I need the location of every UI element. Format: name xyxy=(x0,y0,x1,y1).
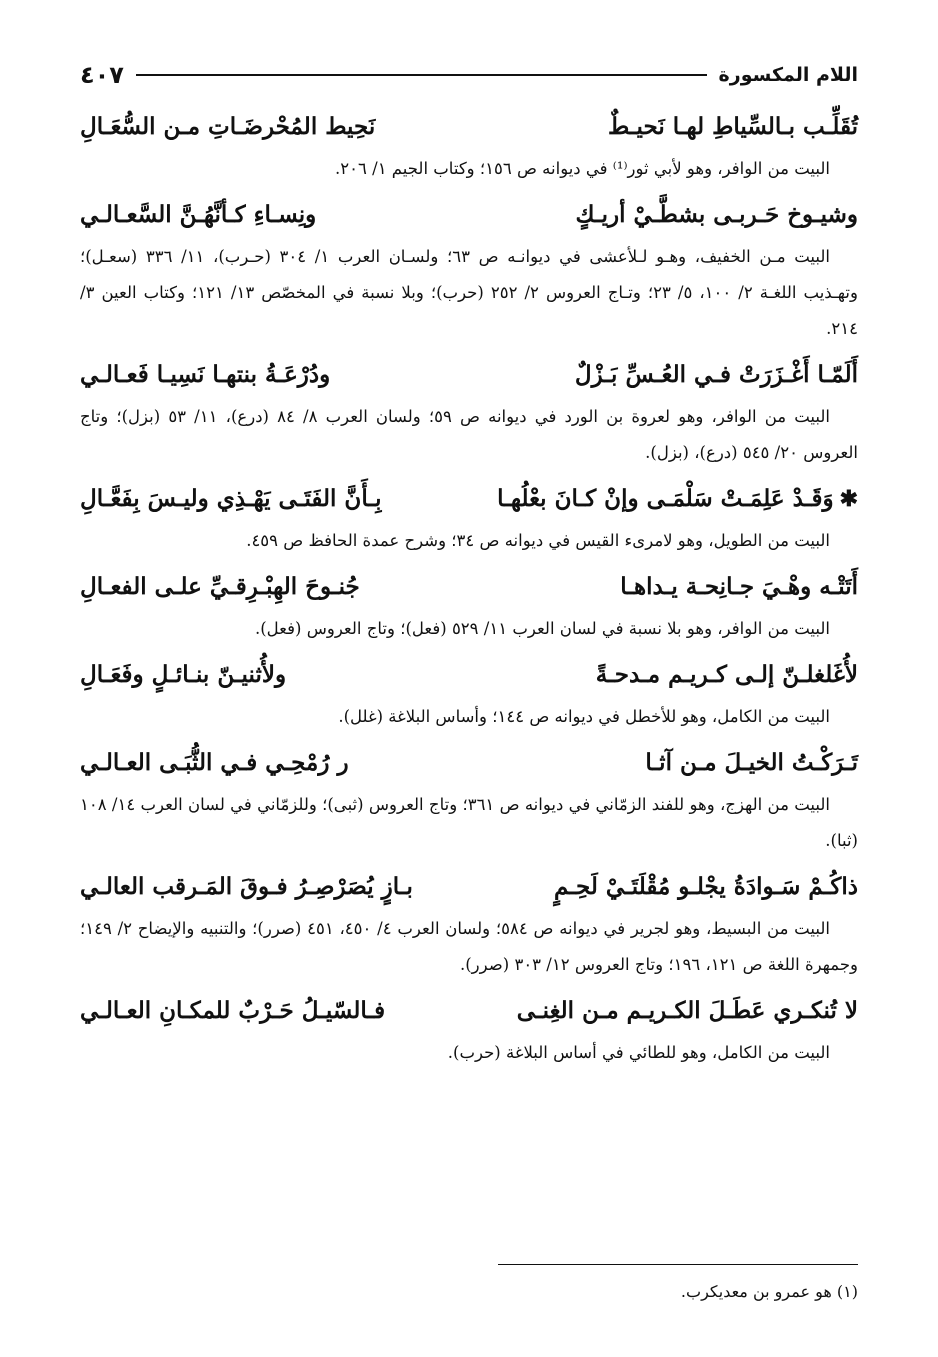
verse-first-hemistich: أَلَمّـا أَغْـزَرَتْ فـي العُـسِّ بَـزْلٌ xyxy=(574,361,858,388)
poem-entry xyxy=(80,739,858,859)
footnote: (١) هو عمرو بن معديكرب. xyxy=(680,1282,858,1301)
chapter-title: اللام المكسورة xyxy=(718,64,858,86)
page-number: ٤٠٧ xyxy=(80,61,124,89)
poem-entry xyxy=(80,351,858,471)
verse-second-hemistich: ر رُمْحِـي فـي الثُّبَـى العـالـي xyxy=(80,749,349,776)
verse-line xyxy=(80,739,858,787)
verse-line xyxy=(80,475,858,523)
verse-commentary: البيت من الكامل، وهو للطائي في أساس البلاغة (حرب). xyxy=(447,1043,830,1062)
verse-commentary: البيت مـن الخفيف، وهـو لـلأعشى في ديوانـه ص ٦٣؛ ولسـان العرب ١/ ٣٠٤ (حـرب)، ١١/ ٣٣٦ (سعـل)؛ وتهـذيب اللغـة ٢/ ١٠٠، ٥/ ٢٣؛ وتـاج العروس ٢/ ٢٥٢ (حرب)؛ وبلا نسبة في المخصّص ١٣/ ١٢١؛ وكتاب العين ٣/ ٢١٤. xyxy=(80,247,858,338)
verse-first-hemistich: لا تُنكـري عَطَـلَ الكـريـم مـن الغِنـى xyxy=(516,997,858,1024)
verse-commentary: البيت من الهزج، وهو للفند الزمّاني في ديوانه ص ٣٦١؛ وتاج العروس (ثبى)؛ وللزمّاني في لسان العرب ١٤/ ١٠٨ (ثبا). xyxy=(80,795,858,850)
verse-first-hemistich: وشيـوخ حَـربـى بشطَّـيْ أريـكٍ xyxy=(575,201,858,228)
header-rule xyxy=(136,74,707,76)
verse-second-hemistich: ونِسـاءِ كـأنَّهُـنَّ السَّعـالـي xyxy=(80,201,317,228)
verse-second-hemistich: نَحِيط المُحْرضَـاتِ مـن السُّعَـالِ xyxy=(80,113,376,140)
page-content xyxy=(80,103,858,1075)
poem-entry xyxy=(80,191,858,347)
poem-entry xyxy=(80,651,858,735)
verse-first-hemistich: أَتَتْـه وهْـيَ جـانِحـة يـداهـا xyxy=(620,573,858,600)
verse-commentary: البيت من الوافر، وهو بلا نسبة في لسان العرب ١١/ ٥٢٩ (فعل)؛ وتاج العروس (فعل). xyxy=(255,619,830,638)
verse-commentary: البيت من الوافر، وهو لأبي ثور⁽¹⁾ في ديوانه ص ١٥٦؛ وكتاب الجيم ١/ ٢٠٦. xyxy=(335,159,830,178)
verse-line xyxy=(80,863,858,911)
poem-entry xyxy=(80,475,858,559)
verse-line xyxy=(80,987,858,1035)
verse-second-hemistich: بِـأَنَّ الفَتَـى يَهْـذِي وليـسَ بِفَعَّـالِ xyxy=(80,485,382,512)
verse-second-hemistich: جُنـوحَ الهِبْـرِقـيِّ علـى الفعـالِ xyxy=(80,573,360,600)
verse-second-hemistich: بـازٍ يُصَرْصِـرُ فـوقَ المَـرقب العالـي xyxy=(80,873,413,900)
poem-entry xyxy=(80,563,858,647)
verse-second-hemistich: فـالسّيـلُ حَـرْبٌ للمكـانِ العـالـي xyxy=(80,997,386,1024)
verse-line xyxy=(80,651,858,699)
verse-first-hemistich: ذاكُـمْ سَـوادَةُ يجْلـو مُقْلَتَـيْ لَحِـمٍ xyxy=(553,873,858,900)
verse-line xyxy=(80,563,858,611)
verse-line xyxy=(80,191,858,239)
verse-first-hemistich: ✱ وَقَـدْ عَلِمَـتْ سَلْمَـى وإنْ كـانَ بعْلُهـا xyxy=(497,475,858,523)
verse-commentary: البيت من البسيط، وهو لجرير في ديوانه ص ٥٨٤؛ ولسان العرب ٤/ ٤٥٠، ٤٥١ (صرر)؛ والتنبيه والإيضاح ٢/ ١٤٩؛ وجمهرة اللغة ص ١٢١، ١٩٦؛ وتاج العروس ١٢/ ٣٠٣ (صرر). xyxy=(80,919,858,974)
verse-line xyxy=(80,351,858,399)
verse-first-hemistich: تَـرَكْـتُ الخيـلَ مـن آثـا xyxy=(645,749,858,776)
verse-line xyxy=(80,103,858,151)
poem-entry xyxy=(80,863,858,983)
verse-first-hemistich: تُقَلِّـب بـالسِّياطِ لهـا نَحيـطٌ xyxy=(607,113,858,140)
verse-commentary: البيت من الطويل، وهو لامرىء القيس في ديوانه ص ٣٤؛ وشرح عمدة الحافظ ص ٤٥٩. xyxy=(246,531,830,550)
page-header xyxy=(80,58,858,92)
poem-entry xyxy=(80,987,858,1071)
poem-entry xyxy=(80,103,858,187)
verse-second-hemistich: ولأُثنيـنّ بنـائـلٍ وفَعَـالِ xyxy=(80,661,287,688)
verse-commentary: البيت من الوافر، وهو لعروة بن الورد في ديوانه ص ٥٩؛ ولسان العرب ٨/ ٨٤ (درع)، ١١/ ٥٣ (بزل)؛ وتاج العروس ٢٠/ ٥٤٥ (درع)، (بزل). xyxy=(80,407,858,462)
star-marker-icon: ✱ xyxy=(839,486,858,512)
verse-second-hemistich: ودُرْعَـةُ بنتهـا نَسِيـا فَعـالـي xyxy=(80,361,331,388)
verse-first-hemistich: لأُغَلغلـنّ إلـى كـريـم مـدحـةً xyxy=(595,661,858,688)
footnote-separator xyxy=(498,1264,858,1265)
verse-commentary: البيت من الكامل، وهو للأخطل في ديوانه ص ١٤٤؛ وأساس البلاغة (غلل). xyxy=(338,707,830,726)
